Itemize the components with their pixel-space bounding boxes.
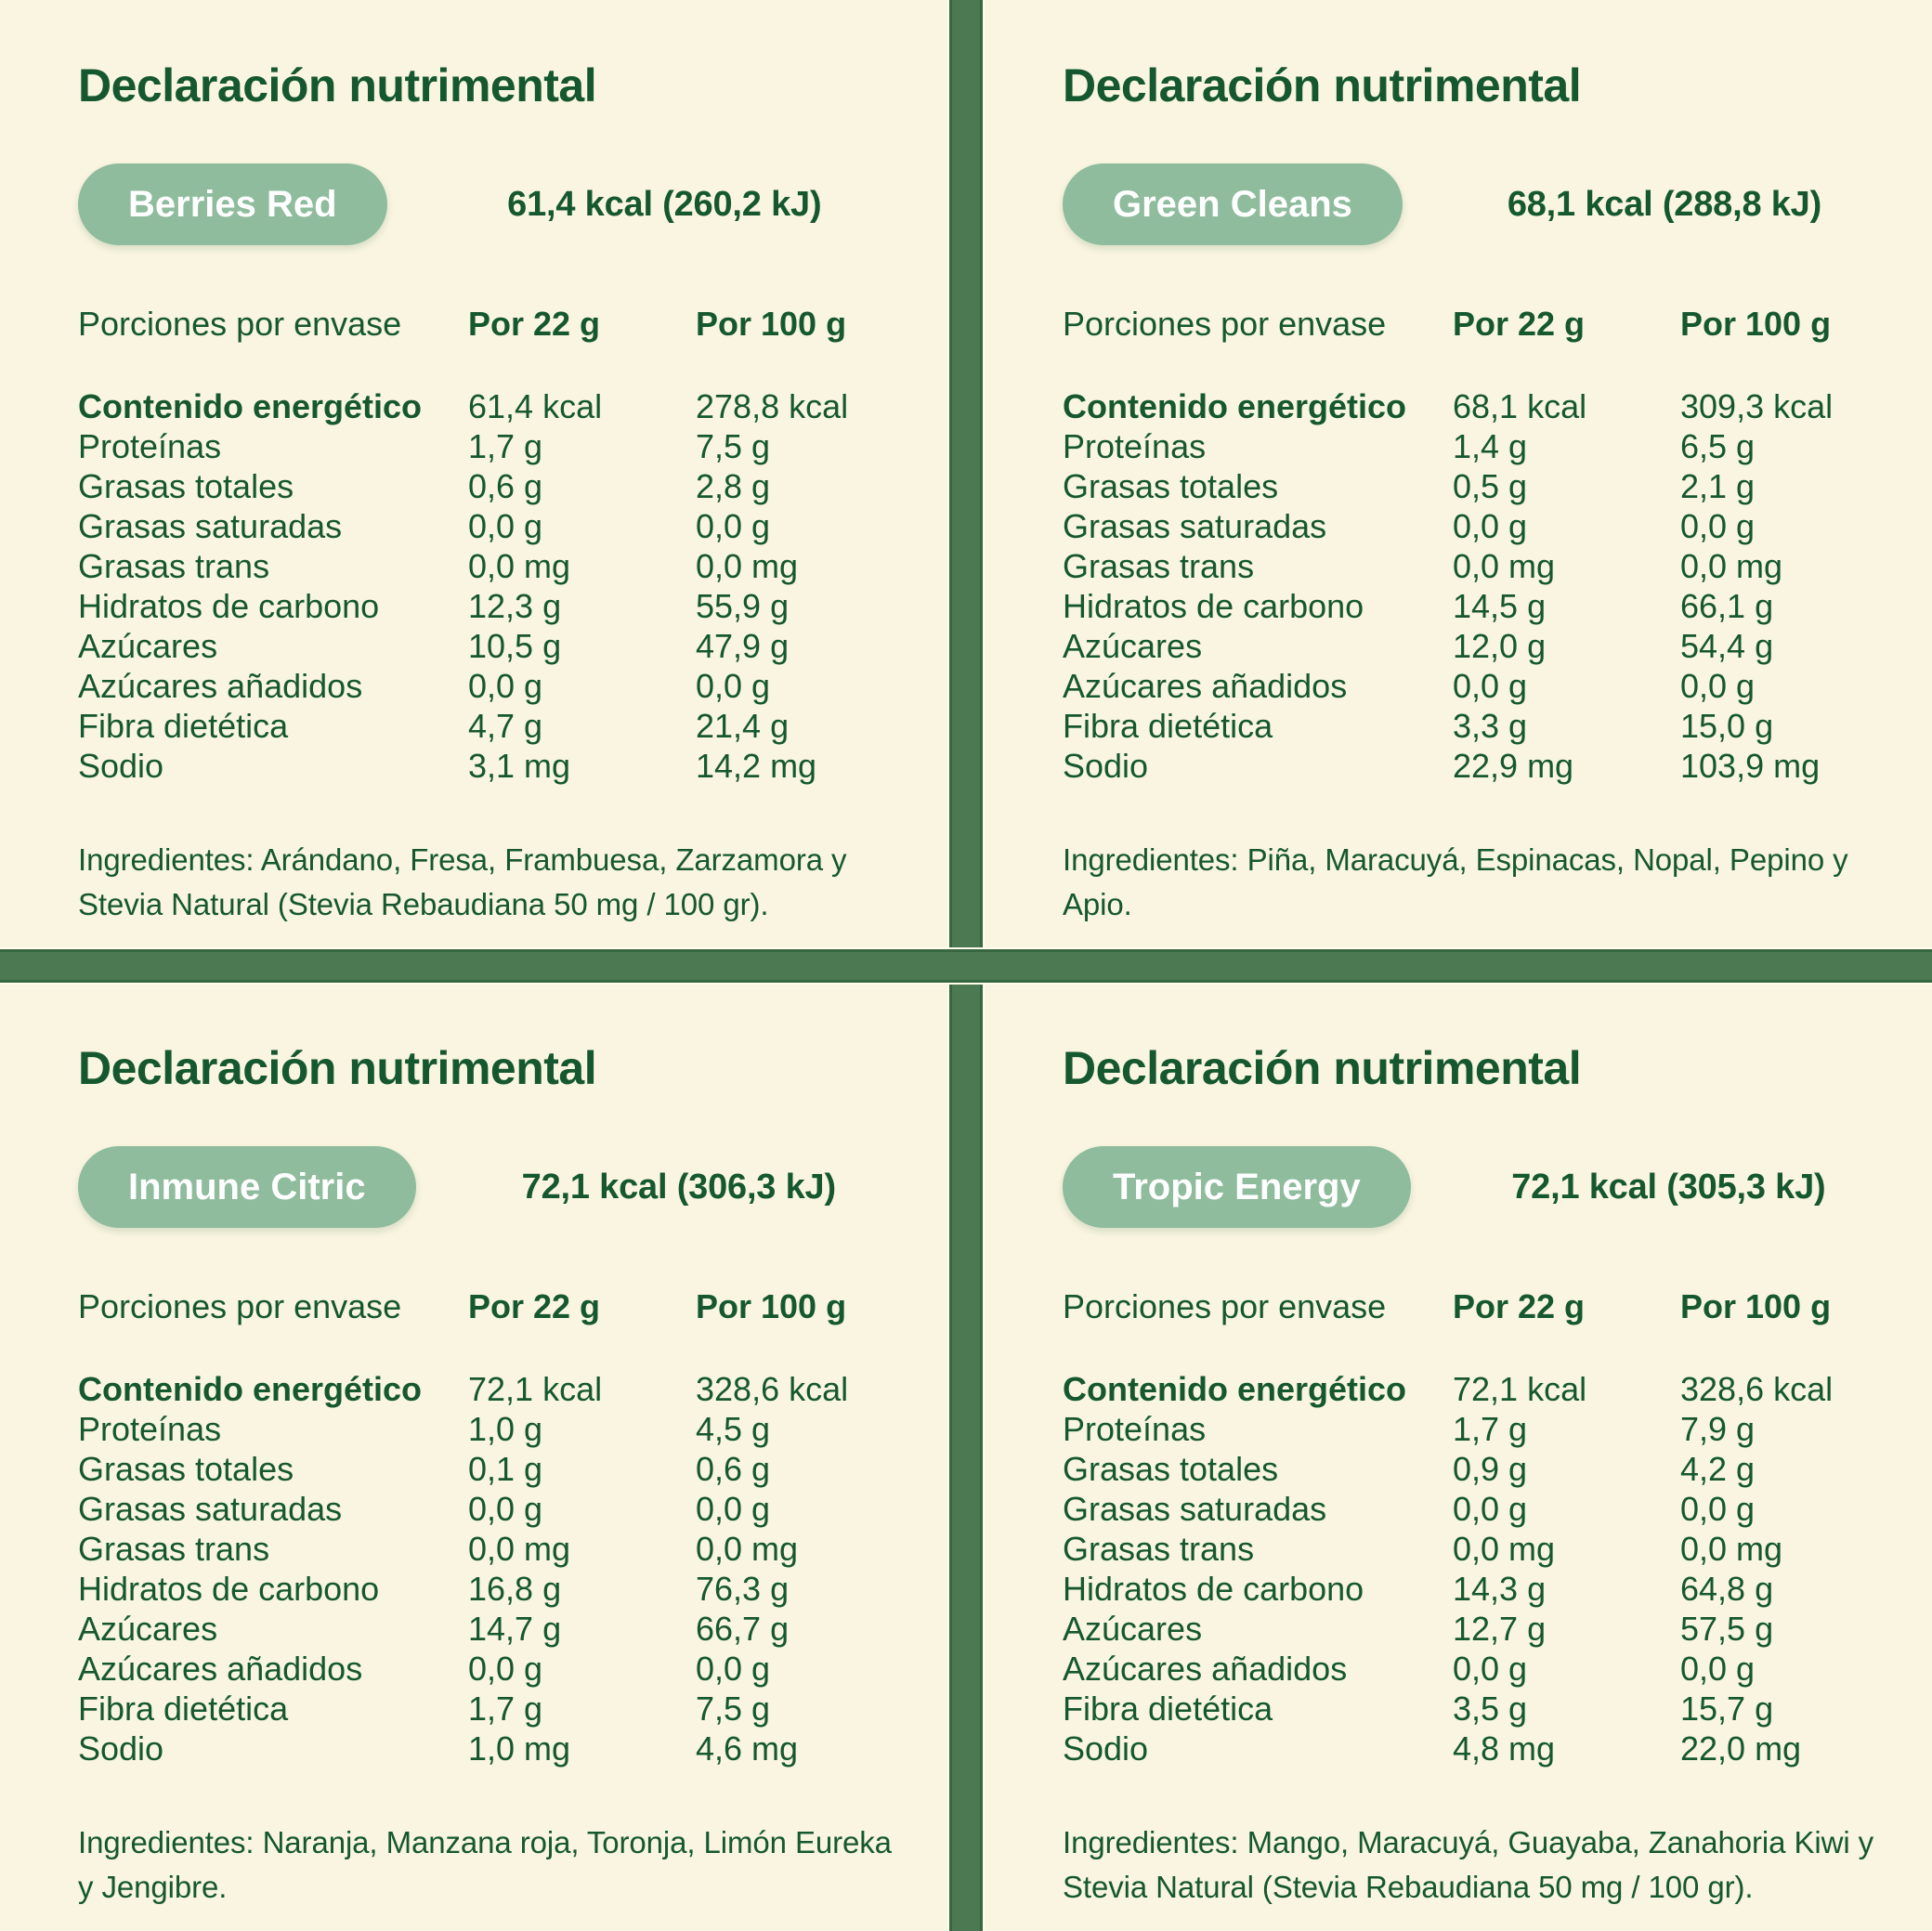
ingredients-text: Ingredientes: Mango, Maracuyá, Guayaba, Zanahoria Kiwi y Stevia Natural (Stevia Rebaudiana 50 mg / 100 gr). <box>1063 1825 1874 1904</box>
ingredients-text: Ingredientes: Piña, Maracuyá, Espinacas, Nopal, Pepino y Apio. <box>1063 842 1848 921</box>
column-per-100g: Por 100 g <box>1680 305 1832 343</box>
nutrient-row <box>1063 1409 1926 1449</box>
value-per-22g: 3,5 g <box>1453 1690 1528 1728</box>
servings-header: Porciones por envase <box>78 1287 402 1325</box>
value-per-22g: 22,9 mg <box>1453 747 1574 785</box>
nutrition-table <box>1063 386 1926 786</box>
value-per-100g: 54,4 g <box>1680 627 1774 665</box>
value-per-100g: 15,7 g <box>1680 1690 1774 1728</box>
nutrient-row <box>1063 1649 1926 1689</box>
panel-title: Declaración nutrimental <box>1063 1042 1582 1094</box>
column-per-22g: Por 22 g <box>1453 305 1586 343</box>
nutrient-label: Grasas trans <box>78 547 270 585</box>
value-per-22g: 0,0 mg <box>1453 1530 1556 1568</box>
value-per-100g: 15,0 g <box>1680 707 1774 745</box>
nutrient-row <box>78 386 942 426</box>
value-per-100g: 4,2 g <box>1680 1450 1756 1488</box>
nutrient-row <box>78 1409 942 1449</box>
value-per-22g: 1,7 g <box>468 1690 543 1728</box>
value-per-22g: 0,6 g <box>468 467 543 505</box>
nutrient-row <box>1063 626 1926 666</box>
value-per-22g: 14,5 g <box>1453 587 1547 625</box>
nutrient-row <box>78 1369 942 1409</box>
nutrient-row <box>1063 386 1926 426</box>
value-per-100g: 0,0 g <box>1680 1650 1756 1688</box>
product-badge: Inmune Citric <box>78 1146 416 1228</box>
value-per-22g: 1,4 g <box>1453 427 1528 465</box>
value-per-22g: 68,1 kcal <box>1453 387 1587 425</box>
value-per-100g: 7,5 g <box>696 1690 771 1728</box>
column-per-22g: Por 22 g <box>1453 1287 1586 1325</box>
nutrient-label: Proteínas <box>1063 427 1207 465</box>
value-per-22g: 1,0 g <box>468 1410 543 1448</box>
energy-summary: 68,1 kcal (288,8 kJ) <box>1507 184 1822 224</box>
nutrient-row <box>1063 586 1926 626</box>
servings-header: Porciones por envase <box>1063 305 1387 343</box>
nutrient-label: Sodio <box>1063 747 1149 785</box>
nutrient-label: Hidratos de carbono <box>78 587 380 625</box>
value-per-100g: 0,0 mg <box>1680 1530 1783 1568</box>
column-per-100g: Por 100 g <box>696 1287 847 1325</box>
value-per-22g: 0,0 mg <box>1453 547 1556 585</box>
product-badge: Tropic Energy <box>1063 1146 1411 1228</box>
nutrient-label: Sodio <box>78 747 164 785</box>
nutrient-label: Azúcares <box>1063 627 1203 665</box>
column-per-100g: Por 100 g <box>1680 1287 1832 1325</box>
value-per-22g: 0,0 g <box>468 1490 543 1528</box>
nutrient-row <box>78 1729 942 1768</box>
nutrient-row <box>78 466 942 506</box>
value-per-100g: 22,0 mg <box>1680 1729 1802 1768</box>
column-per-100g: Por 100 g <box>696 305 847 343</box>
nutrient-row <box>78 506 942 546</box>
table-header-row <box>1063 1287 1926 1326</box>
nutrient-row <box>1063 506 1926 546</box>
value-per-22g: 0,0 g <box>1453 1490 1528 1528</box>
nutrient-row <box>1063 706 1926 746</box>
nutrition-table <box>78 386 942 786</box>
value-per-22g: 0,9 g <box>1453 1450 1528 1488</box>
value-per-100g: 7,5 g <box>696 427 771 465</box>
value-per-100g: 0,6 g <box>696 1450 771 1488</box>
nutrient-row <box>78 1609 942 1649</box>
nutrient-label: Azúcares <box>1063 1610 1203 1648</box>
nutrient-label: Contenido energético <box>78 1370 423 1408</box>
nutrient-row <box>78 1649 942 1689</box>
nutrient-row <box>78 546 942 586</box>
nutrient-label: Grasas totales <box>78 1450 294 1488</box>
value-per-100g: 76,3 g <box>696 1570 790 1608</box>
nutrient-label: Grasas saturadas <box>1063 507 1327 545</box>
energy-summary: 72,1 kcal (305,3 kJ) <box>1511 1167 1826 1207</box>
nutrient-label: Proteínas <box>1063 1410 1207 1448</box>
nutrient-row <box>1063 1689 1926 1729</box>
panel-title: Declaración nutrimental <box>78 59 597 111</box>
nutrition-table <box>1063 1369 1926 1768</box>
value-per-100g: 0,0 g <box>1680 1490 1756 1528</box>
value-per-100g: 0,0 mg <box>1680 547 1783 585</box>
panel-berries-red <box>0 0 949 948</box>
value-per-22g: 0,0 g <box>1453 1650 1528 1688</box>
nutrient-label: Hidratos de carbono <box>78 1570 380 1608</box>
horizontal-divider-bar <box>0 949 1932 983</box>
value-per-22g: 0,0 g <box>1453 667 1528 705</box>
nutrient-label: Proteínas <box>78 427 222 465</box>
value-per-22g: 12,3 g <box>468 587 562 625</box>
servings-header: Porciones por envase <box>1063 1287 1387 1325</box>
value-per-22g: 14,7 g <box>468 1610 562 1648</box>
nutrient-label: Sodio <box>1063 1729 1149 1768</box>
table-header-row <box>78 305 942 344</box>
value-per-100g: 0,0 g <box>696 1650 771 1688</box>
nutrient-row <box>1063 1569 1926 1609</box>
nutrient-label: Azúcares añadidos <box>78 1650 363 1688</box>
value-per-22g: 3,1 mg <box>468 747 571 785</box>
value-per-100g: 0,0 g <box>696 1490 771 1528</box>
value-per-100g: 6,5 g <box>1680 427 1756 465</box>
nutrient-row <box>1063 746 1926 786</box>
value-per-100g: 64,8 g <box>1680 1570 1774 1608</box>
value-per-22g: 1,7 g <box>468 427 543 465</box>
value-per-100g: 0,0 g <box>696 667 771 705</box>
value-per-22g: 12,0 g <box>1453 627 1547 665</box>
value-per-22g: 0,0 g <box>468 1650 543 1688</box>
panel-title: Declaración nutrimental <box>1063 59 1582 111</box>
nutrient-row <box>78 1529 942 1569</box>
nutrient-row <box>78 1489 942 1529</box>
value-per-22g: 0,0 mg <box>468 1530 571 1568</box>
nutrient-label: Grasas totales <box>1063 467 1279 505</box>
nutrient-row <box>1063 466 1926 506</box>
nutrient-row <box>1063 546 1926 586</box>
product-header-row <box>1063 1146 1926 1228</box>
nutrient-row <box>1063 1489 1926 1529</box>
nutrient-row <box>78 1689 942 1729</box>
nutrient-row <box>78 426 942 466</box>
value-per-100g: 4,5 g <box>696 1410 771 1448</box>
column-per-22g: Por 22 g <box>468 305 601 343</box>
table-header-row <box>78 1287 942 1326</box>
nutrient-label: Fibra dietética <box>1063 1690 1273 1728</box>
value-per-100g: 21,4 g <box>696 707 790 745</box>
value-per-22g: 0,0 g <box>1453 507 1528 545</box>
value-per-22g: 0,0 g <box>468 667 543 705</box>
value-per-100g: 0,0 g <box>1680 667 1756 705</box>
value-per-100g: 7,9 g <box>1680 1410 1756 1448</box>
value-per-100g: 328,6 kcal <box>1680 1370 1834 1408</box>
panel-tropic-energy <box>983 983 1932 1931</box>
nutrient-row <box>1063 1609 1926 1649</box>
energy-summary: 61,4 kcal (260,2 kJ) <box>507 184 822 224</box>
value-per-100g: 0,0 g <box>1680 507 1756 545</box>
energy-summary: 72,1 kcal (306,3 kJ) <box>521 1167 836 1207</box>
value-per-22g: 72,1 kcal <box>1453 1370 1587 1408</box>
nutrient-row <box>1063 426 1926 466</box>
nutrient-label: Grasas saturadas <box>78 507 343 545</box>
nutrient-row <box>78 746 942 786</box>
nutrient-label: Fibra dietética <box>1063 707 1273 745</box>
value-per-100g: 328,6 kcal <box>696 1370 849 1408</box>
nutrient-row <box>78 586 942 626</box>
product-header-row <box>78 1146 942 1228</box>
nutrient-label: Grasas trans <box>78 1530 270 1568</box>
value-per-100g: 4,6 mg <box>696 1729 799 1768</box>
nutrient-label: Azúcares añadidos <box>1063 1650 1348 1688</box>
value-per-22g: 4,7 g <box>468 707 543 745</box>
value-per-100g: 2,8 g <box>696 467 771 505</box>
value-per-100g: 278,8 kcal <box>696 387 849 425</box>
value-per-22g: 0,0 g <box>468 507 543 545</box>
panel-inmune-citric <box>0 983 949 1931</box>
nutrient-label: Hidratos de carbono <box>1063 1570 1364 1608</box>
nutrient-label: Grasas trans <box>1063 1530 1255 1568</box>
nutrient-row <box>1063 666 1926 706</box>
value-per-100g: 55,9 g <box>696 587 790 625</box>
nutrient-label: Azúcares añadidos <box>1063 667 1348 705</box>
nutrient-label: Grasas trans <box>1063 547 1255 585</box>
nutrient-label: Azúcares <box>78 1610 218 1648</box>
value-per-100g: 66,1 g <box>1680 587 1774 625</box>
nutrient-label: Contenido energético <box>1063 1370 1407 1408</box>
nutrient-label: Hidratos de carbono <box>1063 587 1364 625</box>
table-header-row <box>1063 305 1926 344</box>
nutrient-label: Grasas totales <box>1063 1450 1279 1488</box>
value-per-22g: 61,4 kcal <box>468 387 603 425</box>
nutrient-label: Grasas saturadas <box>78 1490 343 1528</box>
nutrient-row <box>78 1449 942 1489</box>
nutrient-row <box>78 626 942 666</box>
product-badge: Green Cleans <box>1063 163 1403 245</box>
product-badge: Berries Red <box>78 163 387 245</box>
value-per-22g: 1,7 g <box>1453 1410 1528 1448</box>
value-per-22g: 72,1 kcal <box>468 1370 603 1408</box>
servings-header: Porciones por envase <box>78 305 402 343</box>
ingredients-text: Ingredientes: Arándano, Fresa, Frambuesa, Zarzamora y Stevia Natural (Stevia Rebaudiana 50 mg / 100 gr). <box>78 842 847 921</box>
nutrient-label: Contenido energético <box>1063 387 1407 425</box>
nutrient-label: Azúcares <box>78 627 218 665</box>
value-per-22g: 0,0 mg <box>468 547 571 585</box>
nutrient-label: Sodio <box>78 1729 164 1768</box>
value-per-100g: 66,7 g <box>696 1610 790 1648</box>
value-per-100g: 57,5 g <box>1680 1610 1774 1648</box>
value-per-22g: 10,5 g <box>468 627 562 665</box>
value-per-100g: 47,9 g <box>696 627 790 665</box>
value-per-22g: 14,3 g <box>1453 1570 1547 1608</box>
nutrient-label: Contenido energético <box>78 387 423 425</box>
value-per-22g: 16,8 g <box>468 1570 562 1608</box>
nutrient-row <box>1063 1449 1926 1489</box>
value-per-22g: 1,0 mg <box>468 1729 571 1768</box>
panel-green-cleans <box>983 0 1932 948</box>
nutrient-label: Proteínas <box>78 1410 222 1448</box>
value-per-22g: 3,3 g <box>1453 707 1528 745</box>
value-per-100g: 14,2 mg <box>696 747 817 785</box>
nutrient-row <box>1063 1729 1926 1768</box>
nutrient-row <box>1063 1529 1926 1569</box>
nutrient-label: Fibra dietética <box>78 1690 289 1728</box>
value-per-100g: 309,3 kcal <box>1680 387 1834 425</box>
value-per-100g: 2,1 g <box>1680 467 1756 505</box>
nutrient-row <box>78 706 942 746</box>
nutrient-row <box>78 1569 942 1609</box>
column-per-22g: Por 22 g <box>468 1287 601 1325</box>
product-header-row <box>78 163 942 245</box>
value-per-100g: 0,0 mg <box>696 1530 799 1568</box>
value-per-100g: 0,0 mg <box>696 547 799 585</box>
product-header-row <box>1063 163 1926 245</box>
value-per-100g: 0,0 g <box>696 507 771 545</box>
nutrient-label: Azúcares añadidos <box>78 667 363 705</box>
nutrient-row <box>78 666 942 706</box>
value-per-22g: 0,1 g <box>468 1450 543 1488</box>
nutrient-label: Grasas totales <box>78 467 294 505</box>
nutrient-label: Grasas saturadas <box>1063 1490 1327 1528</box>
value-per-22g: 12,7 g <box>1453 1610 1547 1648</box>
value-per-100g: 103,9 mg <box>1680 747 1821 785</box>
nutrient-row <box>1063 1369 1926 1409</box>
value-per-22g: 0,5 g <box>1453 467 1528 505</box>
panel-title: Declaración nutrimental <box>78 1042 597 1094</box>
value-per-22g: 4,8 mg <box>1453 1729 1556 1768</box>
nutrient-label: Fibra dietética <box>78 707 289 745</box>
ingredients-text: Ingredientes: Naranja, Manzana roja, Toronja, Limón Eureka y Jengibre. <box>78 1825 892 1904</box>
nutrition-table <box>78 1369 942 1768</box>
